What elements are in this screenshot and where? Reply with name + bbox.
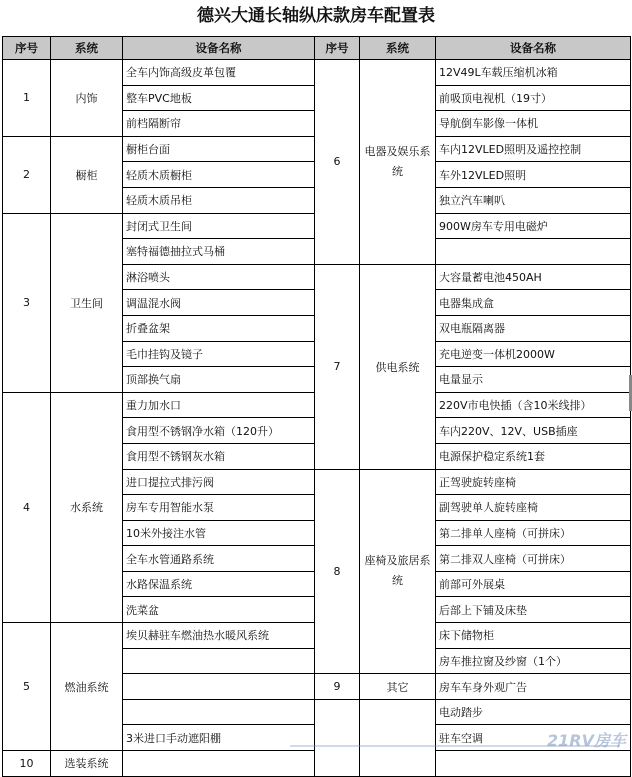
item-left [123, 674, 315, 700]
item-right: 220V市电快插（含10米线排） [436, 392, 631, 418]
header-system: 系统 [360, 37, 436, 60]
item-right: 后部上下铺及床垫 [436, 597, 631, 623]
item-right: 电量显示 [436, 367, 631, 393]
item-left: 进口提拉式排污阀 [123, 469, 315, 495]
item-left: 洗菜盆 [123, 597, 315, 623]
item-left: 整车PVC地板 [123, 85, 315, 111]
item-right: 车外12VLED照明 [436, 162, 631, 188]
item-right: 第二排双人座椅（可拼床） [436, 546, 631, 572]
item-left: 折叠盆架 [123, 315, 315, 341]
page-title: 德兴大通长轴纵床款房车配置表 [197, 6, 435, 26]
group-no: 4 [3, 392, 51, 622]
group-no [315, 699, 360, 776]
item-right: 独立汽车喇叭 [436, 187, 631, 213]
item-right: 房车推拉窗及纱窗（1个） [436, 648, 631, 674]
item-left: 全车水管通路系统 [123, 546, 315, 572]
table-row [3, 60, 631, 86]
group-system [360, 699, 436, 776]
group-no: 5 [3, 623, 51, 751]
item-right [436, 239, 631, 265]
item-right: 电动踏步 [436, 699, 631, 725]
group-no: 2 [3, 136, 51, 213]
item-left: 调温混水阀 [123, 290, 315, 316]
table-header-row [3, 37, 631, 60]
item-right: 前吸顶电视机（19寸） [436, 85, 631, 111]
item-left: 前档隔断帘 [123, 111, 315, 137]
item-right: 电器集成盒 [436, 290, 631, 316]
item-right: 900W房车专用电磁炉 [436, 213, 631, 239]
item-right: 车内12VLED照明及遥控控制 [436, 136, 631, 162]
item-left: 埃贝赫驻车燃油热水暖风系统 [123, 623, 315, 649]
group-system: 供电系统 [360, 264, 436, 469]
group-no: 9 [315, 674, 360, 700]
group-no: 3 [3, 213, 51, 392]
item-right: 导航倒车影像一体机 [436, 111, 631, 137]
group-no: 10 [3, 751, 51, 777]
item-left [123, 699, 315, 725]
group-no: 1 [3, 60, 51, 137]
item-right: 电源保护稳定系统1套 [436, 443, 631, 469]
item-left: 轻质木质吊柜 [123, 187, 315, 213]
item-right: 12V49L车载压缩机冰箱 [436, 60, 631, 86]
item-left: 3米进口手动遮阳棚 [123, 725, 315, 751]
group-system: 电器及娱乐系统 [360, 60, 436, 265]
item-left [123, 751, 315, 777]
item-right: 大容量蓄电池450AH [436, 264, 631, 290]
item-left: 顶部换气扇 [123, 367, 315, 393]
group-system: 内饰 [51, 60, 123, 137]
item-right: 第二排单人座椅（可拼床） [436, 520, 631, 546]
group-system: 座椅及旅居系统 [360, 469, 436, 674]
item-left: 轻质木质橱柜 [123, 162, 315, 188]
header-system: 系统 [51, 37, 123, 60]
item-right: 前部可外展桌 [436, 571, 631, 597]
item-right: 房车车身外观广告 [436, 674, 631, 700]
item-right: 床下储物柜 [436, 623, 631, 649]
item-right: 副驾驶单人旋转座椅 [436, 495, 631, 521]
header-name: 设备名称 [123, 37, 315, 60]
group-no: 8 [315, 469, 360, 674]
item-right: 车内220V、12V、USB插座 [436, 418, 631, 444]
item-left: 封闭式卫生间 [123, 213, 315, 239]
header-no: 序号 [3, 37, 51, 60]
group-system: 燃油系统 [51, 623, 123, 751]
item-left: 食用型不锈钢灰水箱 [123, 443, 315, 469]
group-system: 橱柜 [51, 136, 123, 213]
watermark-logo: 21RV房车 [547, 731, 626, 750]
group-system: 其它 [360, 674, 436, 700]
item-right: 双电瓶隔离器 [436, 315, 631, 341]
group-no: 6 [315, 60, 360, 265]
item-left: 淋浴喷头 [123, 264, 315, 290]
item-left: 重力加水口 [123, 392, 315, 418]
item-left: 塞特福德抽拉式马桶 [123, 239, 315, 265]
config-table [2, 36, 631, 777]
item-left: 水路保温系统 [123, 571, 315, 597]
item-right: 充电逆变一体机2000W [436, 341, 631, 367]
header-name: 设备名称 [436, 37, 631, 60]
group-system: 卫生间 [51, 213, 123, 392]
item-left: 食用型不锈钢净水箱（120升） [123, 418, 315, 444]
item-left: 毛巾挂钩及镜子 [123, 341, 315, 367]
group-system: 水系统 [51, 392, 123, 622]
item-left [123, 648, 315, 674]
item-left: 10米外接注水管 [123, 520, 315, 546]
item-left: 全车内饰高级皮革包覆 [123, 60, 315, 86]
header-no: 序号 [315, 37, 360, 60]
item-right: 驻车空调 [436, 725, 631, 751]
group-no: 7 [315, 264, 360, 469]
item-right: 正驾驶旋转座椅 [436, 469, 631, 495]
item-left: 橱柜台面 [123, 136, 315, 162]
item-left: 房车专用智能水泵 [123, 495, 315, 521]
item-right [436, 751, 631, 777]
group-system: 选装系统 [51, 751, 123, 777]
